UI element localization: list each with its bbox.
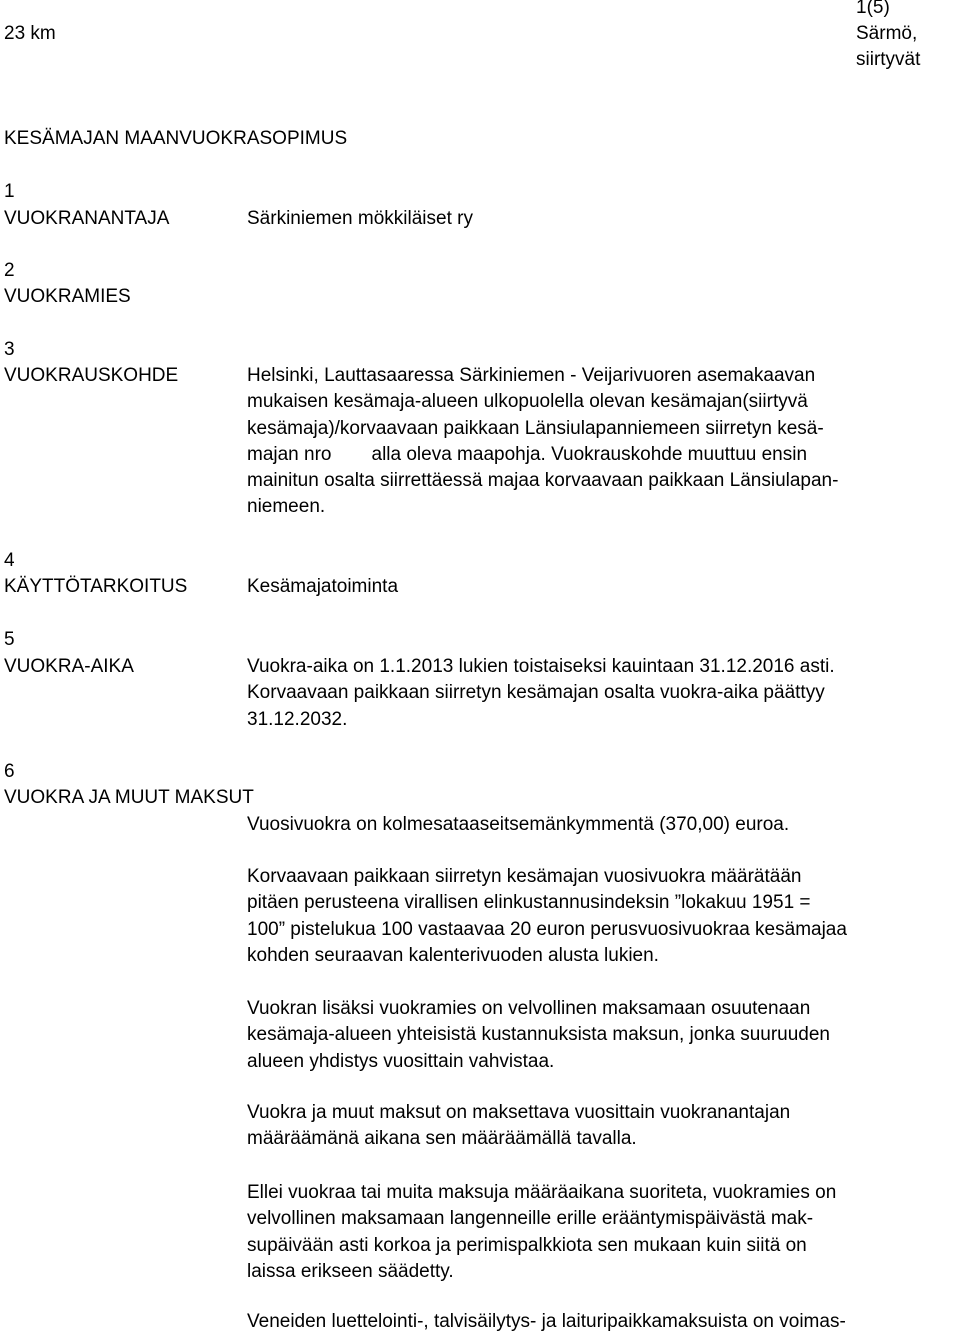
section-label-lessor: VUOKRANANTAJA [4,208,170,229]
section-label-lease-object: VUOKRAUSKOHDE [4,365,179,386]
section-label-purpose: KÄYTTÖTARKOITUS [4,576,188,597]
section-label-rent-fees: VUOKRA JA MUUT MAKSUT [4,787,254,808]
rent-paragraph-5 [247,1180,836,1285]
rent-line: määräämänä aikana sen määräämällä tavalla. [247,1128,637,1150]
cottage-number-label: majan nro [247,443,332,465]
document-code: 23 km [4,23,56,44]
rent-line: Vuokra ja muut maksut on maksettava vuosittain vuokranantajan [247,1102,791,1123]
section-number-5: 5 [4,629,15,650]
header-note: siirtyvät [856,49,921,70]
rent-paragraph-1 [247,812,789,838]
lessor-value: Särkiniemen mökkiläiset ry [247,208,473,229]
header-location: Särmö, [856,23,918,44]
rent-paragraph-2 [247,864,847,969]
rent-line: laissa erikseen säädetty. [247,1260,454,1282]
rent-line: kesämaja-alueen yhteisistä kustannuksista maksun, jonka suuruuden [247,1024,830,1046]
lease-object-line: Helsinki, Lauttasaaressa Särkiniemen - Veijarivuoren asemakaavan [247,365,816,386]
section-number-1: 1 [4,181,15,202]
lease-term-line: Vuokra-aika on 1.1.2013 lukien toistaiseksi kauintaan 31.12.2016 asti. [247,656,835,677]
section-number-2: 2 [4,260,15,281]
rent-line: kohden seuraavan kalenterivuoden alusta lukien. [247,944,659,966]
rent-line: Ellei vuokraa tai muita maksuja määräaikana suoriteta, vuokramies on [247,1182,837,1203]
rent-line: supäivään asti korkoa ja perimispalkkiota sen mukaan kuin siitä on [247,1234,807,1256]
lease-object-text [247,363,838,521]
section-label-lease-term: VUOKRA-AIKA [4,656,134,677]
lease-object-line [247,442,838,468]
section-number-3: 3 [4,339,15,360]
rent-line: pitäen perusteena virallisen elinkustannusindeksin ”lokakuu 1951 = [247,892,811,914]
lease-object-line: mukaisen kesämaja-alueen ulkopuolella olevan kesämajan(siirtyvä [247,391,808,413]
purpose-value: Kesämajatoiminta [247,576,399,597]
rent-line: Korvaavaan paikkaan siirretyn kesämajan vuosivuokra määrätään [247,866,802,887]
page-number: 1(5) [856,0,890,18]
section-number-6: 6 [4,761,15,782]
rent-line: velvollinen maksamaan langenneille erille erääntymispäivästä mak- [247,1208,814,1230]
lease-object-line-cont: alla oleva maapohja. Vuokrauskohde muuttuu ensin [371,443,808,465]
lease-term-line: Korvaavaan paikkaan siirretyn kesämajan osalta vuokra-aika päättyy [247,682,825,704]
lease-term-text [247,654,835,733]
lease-object-line: niemeen. [247,496,326,518]
rent-line: Vuosivuokra on kolmesataaseitsemänkymmentä (370,00) euroa. [247,814,790,835]
rent-line: alueen yhdistys vuosittain vahvistaa. [247,1050,555,1072]
lease-object-line: mainitun osalta siirrettäessä majaa korvaavaan paikkaan Länsiulapan- [247,470,839,492]
section-label-lessee: VUOKRAMIES [4,286,131,307]
rent-paragraph-6 [247,1309,846,1335]
section-number-4: 4 [4,550,15,571]
rent-line: 100” pistelukua 100 vastaavaa 20 euron perusvuosivuokraa kesämajaa [247,918,847,940]
rent-line: Veneiden luettelointi-, talvisäilytys- ja laituripaikkamaksuista on voimas- [247,1311,846,1332]
lease-term-line: 31.12.2032. [247,708,348,730]
rent-paragraph-4 [247,1100,790,1153]
lease-object-line: kesämaja)/korvaavaan paikkaan Länsiulapanniemeen siirretyn kesä- [247,417,824,439]
rent-line: Vuokran lisäksi vuokramies on velvollinen maksamaan osuutenaan [247,998,811,1019]
rent-paragraph-3 [247,996,830,1075]
document-title: KESÄMAJAN MAANVUOKRASOPIMUS [4,128,348,149]
